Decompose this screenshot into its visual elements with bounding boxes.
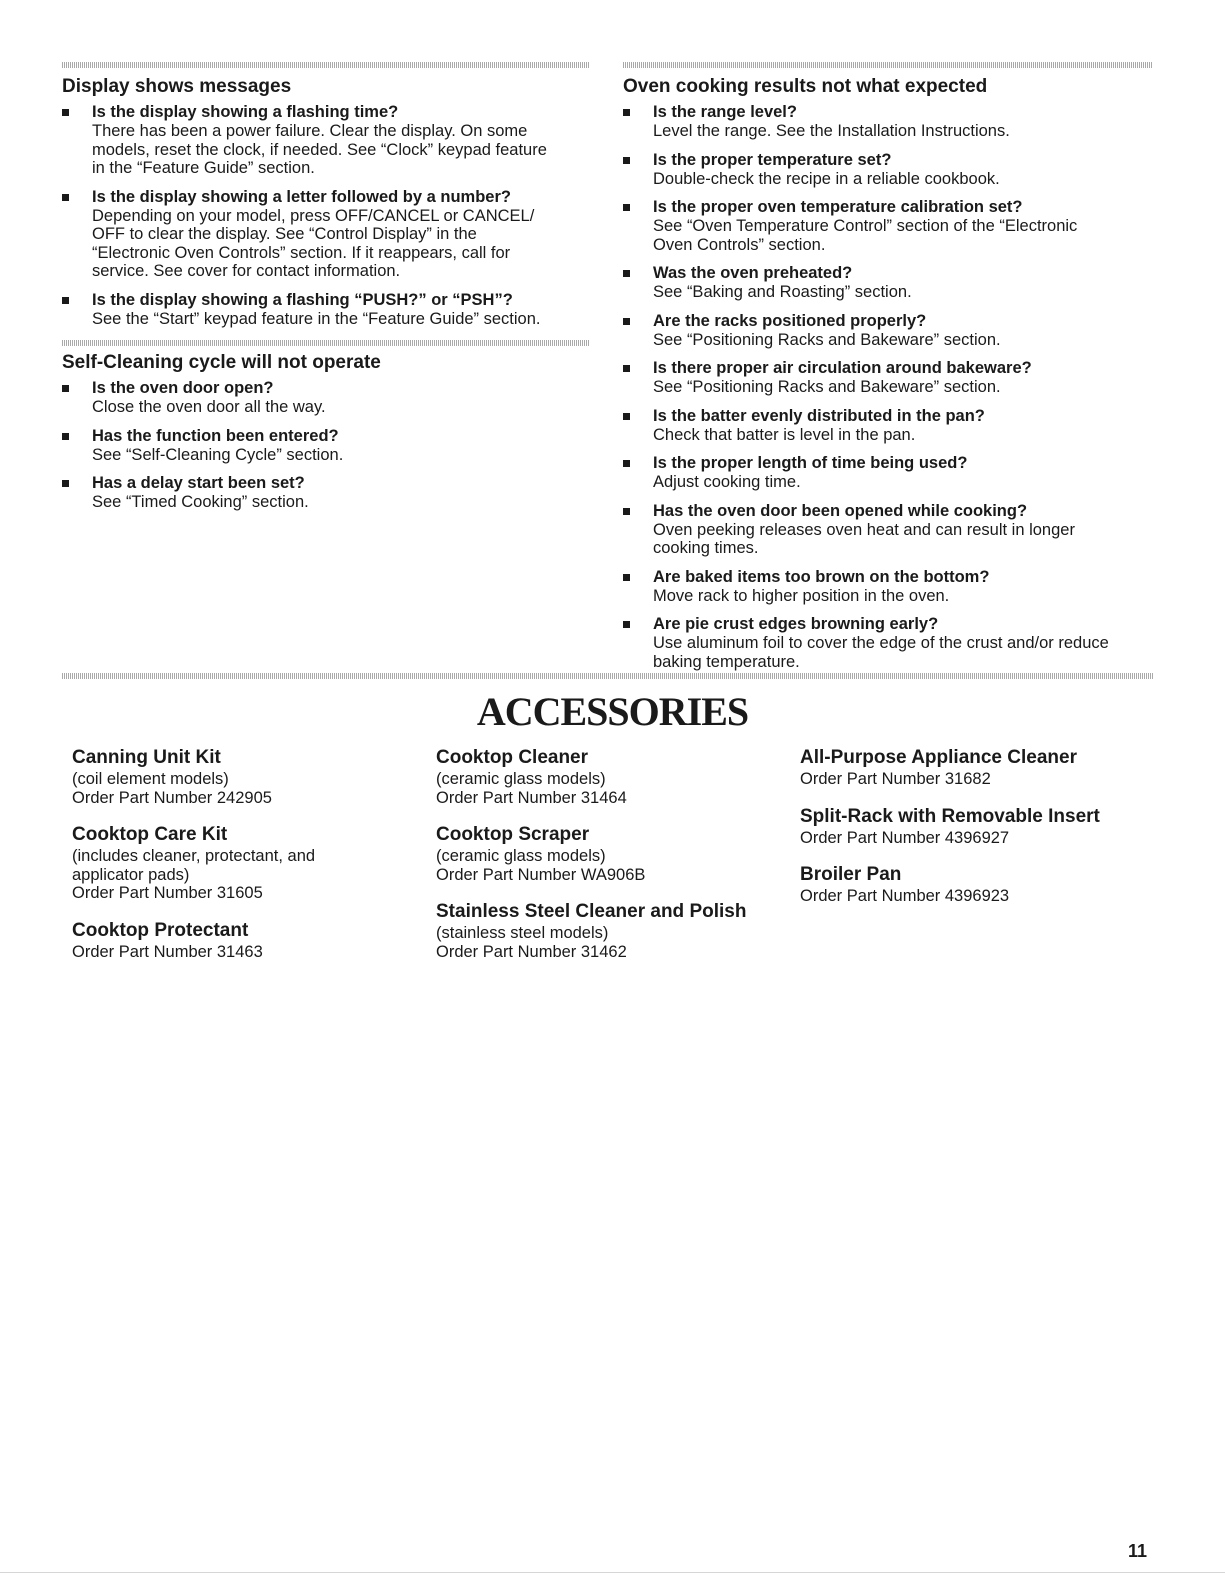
- answer-line: OFF to clear the display. See “Control Display” in the: [92, 225, 477, 243]
- question-list: [62, 103, 602, 328]
- section-title: Display shows messages: [62, 76, 292, 97]
- answer-line: Move rack to higher position in the oven.: [653, 586, 950, 605]
- accessory-name: Stainless Steel Cleaner and Polish: [436, 901, 747, 922]
- question-list: [623, 103, 1163, 671]
- accessory-name: Cooktop Cleaner: [436, 747, 589, 768]
- list-item: [623, 407, 1163, 445]
- left-column-lower: [62, 352, 602, 522]
- question: Was the oven preheated?: [653, 264, 853, 282]
- answer-line: See the “Start” keypad feature in the “Feature Guide” section.: [92, 309, 541, 328]
- list-item: [623, 454, 1163, 492]
- question: Are baked items too brown on the bottom?: [653, 567, 990, 586]
- question: Is the proper temperature set?: [653, 150, 892, 169]
- accessory-item: [800, 863, 1160, 906]
- section-rule-mid-left: [62, 340, 590, 346]
- square-bullet-icon: [62, 194, 69, 201]
- answer-line: Check that batter is level in the pan.: [653, 425, 916, 444]
- answer-line: See “Self-Cleaning Cycle” section.: [92, 445, 344, 464]
- accessories-heading: ACCESSORIES: [476, 689, 749, 734]
- square-bullet-icon: [623, 109, 630, 116]
- square-bullet-icon: [62, 433, 69, 440]
- list-item: [623, 312, 1163, 350]
- question: Is the batter evenly distributed in the pan?: [653, 406, 985, 425]
- list-item: [623, 615, 1163, 671]
- answer-line: See “Timed Cooking” section.: [92, 493, 309, 511]
- question: Is the range level?: [653, 103, 797, 121]
- question: Is the display showing a letter followed by a number?: [92, 187, 511, 206]
- answer-line: “Electronic Oven Controls” section. If it reappears, call for: [92, 243, 511, 262]
- answer-line: Use aluminum foil to cover the edge of the crust and/or reduce: [653, 634, 1109, 652]
- section-self-cleaning: [62, 352, 602, 512]
- accessory-detail: (ceramic glass models): [436, 770, 606, 788]
- accessory-item: [800, 805, 1160, 848]
- question: Has the oven door been opened while cooking?: [653, 501, 1028, 520]
- accessory-name: Canning Unit Kit: [72, 747, 221, 768]
- answer-line: models, reset the clock, if needed. See “Clock” keypad feature: [92, 140, 547, 159]
- answer-line: See “Baking and Roasting” section.: [653, 283, 912, 301]
- page-bottom-rule: [0, 1572, 1225, 1573]
- answer-line: Level the range. See the Installation Instructions.: [653, 122, 1010, 140]
- question: Is the display showing a flashing “PUSH?” or “PSH”?: [92, 290, 513, 309]
- question-list: [62, 379, 602, 512]
- list-item: [623, 198, 1163, 254]
- square-bullet-icon: [62, 297, 69, 304]
- accessory-detail: Order Part Number 31605: [72, 884, 263, 902]
- square-bullet-icon: [623, 365, 630, 372]
- accessory-name: Cooktop Protectant: [72, 919, 249, 941]
- accessories-column-2: [436, 746, 776, 977]
- accessory-detail: applicator pads): [72, 865, 190, 884]
- square-bullet-icon: [623, 621, 630, 628]
- list-item: [623, 264, 1163, 302]
- square-bullet-icon: [623, 157, 630, 164]
- square-bullet-icon: [62, 480, 69, 487]
- list-item: [62, 291, 602, 329]
- square-bullet-icon: [62, 385, 69, 392]
- list-item: [623, 502, 1163, 558]
- accessory-detail: Order Part Number 31462: [436, 942, 627, 961]
- accessory-item: [800, 746, 1160, 789]
- answer-line: There has been a power failure. Clear the display. On some: [92, 122, 528, 140]
- list-item: [62, 379, 602, 417]
- accessory-item: [436, 900, 776, 961]
- accessory-detail: Order Part Number WA906B: [436, 865, 646, 884]
- list-item: [62, 103, 602, 178]
- question: Is there proper air circulation around bakeware?: [653, 359, 1032, 377]
- accessory-detail: Order Part Number 242905: [72, 788, 272, 807]
- section-rule-top-left: [62, 62, 590, 68]
- answer-line: See “Positioning Racks and Bakeware” section.: [653, 330, 1001, 349]
- answer-line: Oven peeking releases oven heat and can result in longer: [653, 520, 1075, 539]
- list-item: [623, 151, 1163, 189]
- question: Are pie crust edges browning early?: [653, 615, 939, 633]
- question: Is the display showing a flashing time?: [92, 103, 399, 121]
- answer-line: cooking times.: [653, 539, 759, 557]
- answer-line: Double-check the recipe in a reliable cookbook.: [653, 169, 1000, 188]
- section-oven-results: [623, 76, 1163, 671]
- question: Has the function been entered?: [92, 426, 339, 445]
- accessory-detail: (coil element models): [72, 770, 229, 788]
- answer-line: service. See cover for contact information.: [92, 262, 401, 280]
- accessory-detail: Order Part Number 4396927: [800, 828, 1010, 847]
- accessories-column-3: [800, 746, 1160, 922]
- accessory-detail: (ceramic glass models): [436, 847, 606, 865]
- answer-line: baking temperature.: [653, 652, 800, 671]
- section-rule-top-right: [623, 62, 1153, 68]
- answer-line: Depending on your model, press OFF/CANCEL or CANCEL/: [92, 206, 535, 225]
- accessory-item: [72, 919, 402, 962]
- accessory-name: Split-Rack with Removable Insert: [800, 805, 1100, 827]
- square-bullet-icon: [623, 204, 630, 211]
- square-bullet-icon: [623, 460, 630, 467]
- answer-line: in the “Feature Guide” section.: [92, 159, 315, 177]
- question: Are the racks positioned properly?: [653, 311, 927, 330]
- answer-line: Adjust cooking time.: [653, 473, 801, 491]
- list-item: [623, 568, 1163, 606]
- accessory-detail: Order Part Number 31464: [436, 788, 627, 807]
- answer-line: See “Oven Temperature Control” section of the “Electronic: [653, 217, 1078, 235]
- accessory-name: All-Purpose Appliance Cleaner: [800, 747, 1077, 768]
- accessory-detail: Order Part Number 4396923: [800, 887, 1010, 905]
- accessory-detail: Order Part Number 31682: [800, 770, 991, 788]
- accessory-detail: (includes cleaner, protectant, and: [72, 847, 316, 865]
- answer-line: Oven Controls” section.: [653, 235, 826, 254]
- accessory-name: Broiler Pan: [800, 864, 902, 885]
- section-display-messages: [62, 76, 602, 328]
- question: Is the oven door open?: [92, 379, 274, 397]
- accessory-detail: Order Part Number 31463: [72, 942, 263, 961]
- accessory-item: [72, 823, 402, 903]
- list-item: [623, 359, 1163, 397]
- section-title: Self-Cleaning cycle will not operate: [62, 352, 381, 373]
- question: Is the proper length of time being used?: [653, 454, 968, 472]
- accessory-item: [72, 746, 402, 807]
- list-item: [62, 474, 602, 512]
- accessories-column-1: [72, 746, 402, 977]
- page-number: 11: [1128, 1541, 1148, 1561]
- square-bullet-icon: [623, 270, 630, 277]
- section-title: Oven cooking results not what expected: [623, 76, 988, 97]
- list-item: [62, 427, 602, 465]
- answer-line: Close the oven door all the way.: [92, 398, 326, 416]
- accessory-detail: (stainless steel models): [436, 924, 609, 942]
- accessory-name: Cooktop Scraper: [436, 824, 590, 845]
- accessory-item: [436, 746, 776, 807]
- question: Has a delay start been set?: [92, 474, 305, 492]
- accessory-item: [436, 823, 776, 884]
- question: Is the proper oven temperature calibration set?: [653, 198, 1023, 216]
- right-column: [623, 76, 1163, 681]
- square-bullet-icon: [623, 318, 630, 325]
- list-item: [623, 103, 1163, 141]
- square-bullet-icon: [623, 508, 630, 515]
- accessory-name: Cooktop Care Kit: [72, 824, 228, 845]
- list-item: [62, 188, 602, 281]
- square-bullet-icon: [623, 413, 630, 420]
- left-column: [62, 76, 602, 338]
- answer-line: See “Positioning Racks and Bakeware” section.: [653, 378, 1001, 396]
- square-bullet-icon: [62, 109, 69, 116]
- square-bullet-icon: [623, 574, 630, 581]
